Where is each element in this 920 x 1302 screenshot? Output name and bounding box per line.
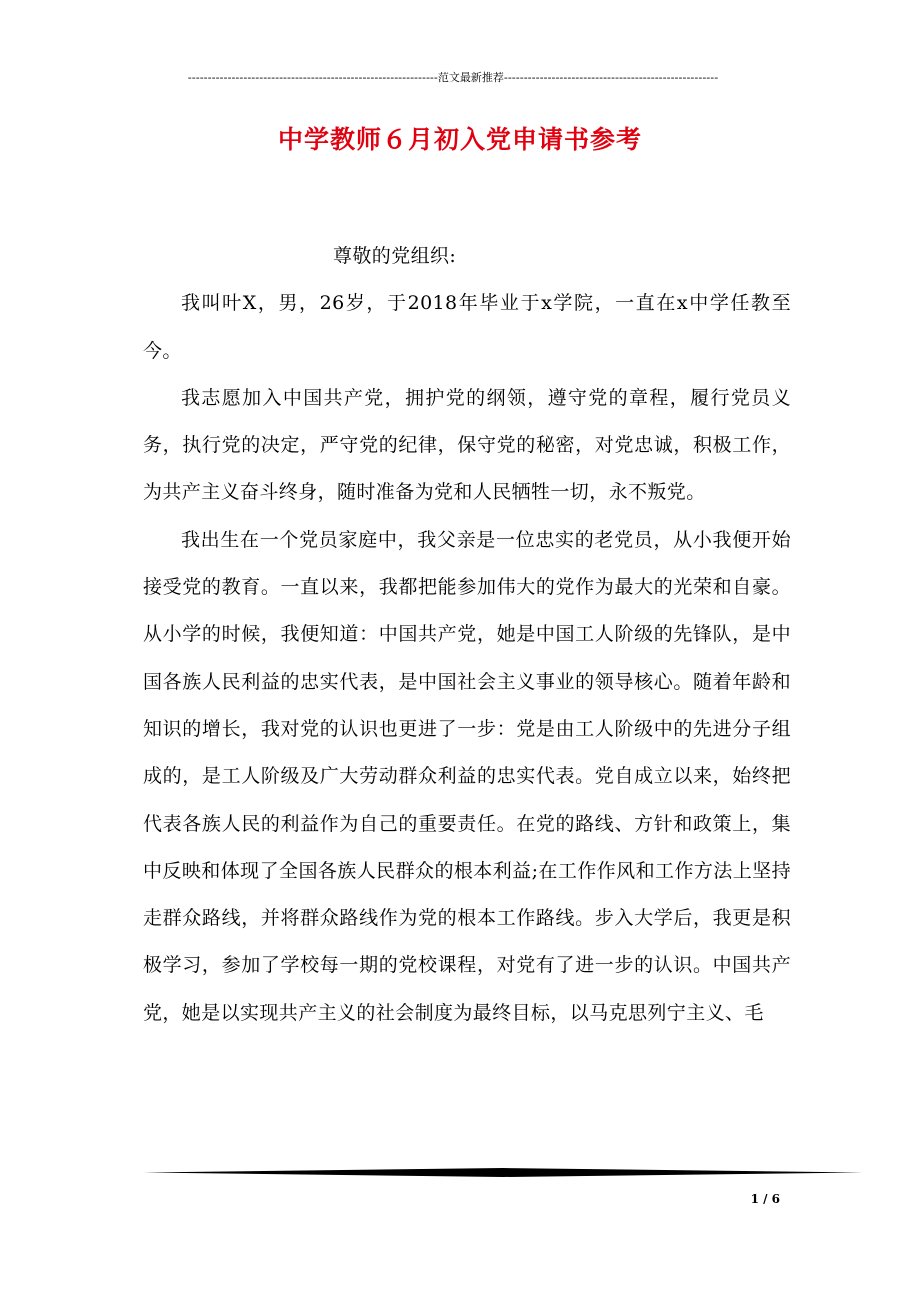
paragraph-background: 我出生在一个党员家庭中，我父亲是一位忠实的老党员，从小我便开始接受党的教育。一直以来，我都把能参加伟大的党作为最大的光荣和自豪。从小学的时候，我便知道：中国共产党，她是中国工人阶级的先锋队，是中国各族人民利益的忠实代表，是中国社会主义事业的领导核心。随着年龄和知识的增长，我对党的认识也更进了一步：党是由工人阶级中的先进分子组成的，是工人阶级及广大劳动群众利益的忠实代表。党自成立以来，始终把代表各族人民的利益作为自己的重要责任。在党的路线、方针和政策上，集中反映和体现了全国各族人民群众的根本利益;在工作作风和工作方法上坚持走群众路线，并将群众路线作为党的根本工作路线。步入大学后，我更是积极学习，参加了学校每一期的党校课程，对党有了进一步的认识。中国共产党，她是以实现共产主义的社会制度为最终目标，以马克思列宁主义、毛: [143, 528, 791, 1024]
paragraph-intro: 我叫叶X，男，26岁，于2018年毕业于x学院，一直在x中学任教至今。: [143, 292, 791, 362]
header-label: ---------------------------------------------------------------范文最新推荐------------------------------------------------------: [187, 71, 719, 84]
paragraph-pledge: 我志愿加入中国共产党，拥护党的纲领，遵守党的章程，履行党员义务，执行党的决定，严守党的纪律，保守党的秘密，对党忠诚，积极工作，为共产主义奋斗终身，随时准备为党和人民牺牲一切，永不叛党。: [143, 386, 791, 504]
salutation: 尊敬的党组织:: [333, 245, 457, 267]
footer-rule: [143, 1168, 863, 1177]
document-title: 中学教师６月初入党申请书参考: [277, 125, 642, 154]
document-body: [143, 233, 791, 1037]
page-number: 1 / 6: [750, 1192, 780, 1206]
